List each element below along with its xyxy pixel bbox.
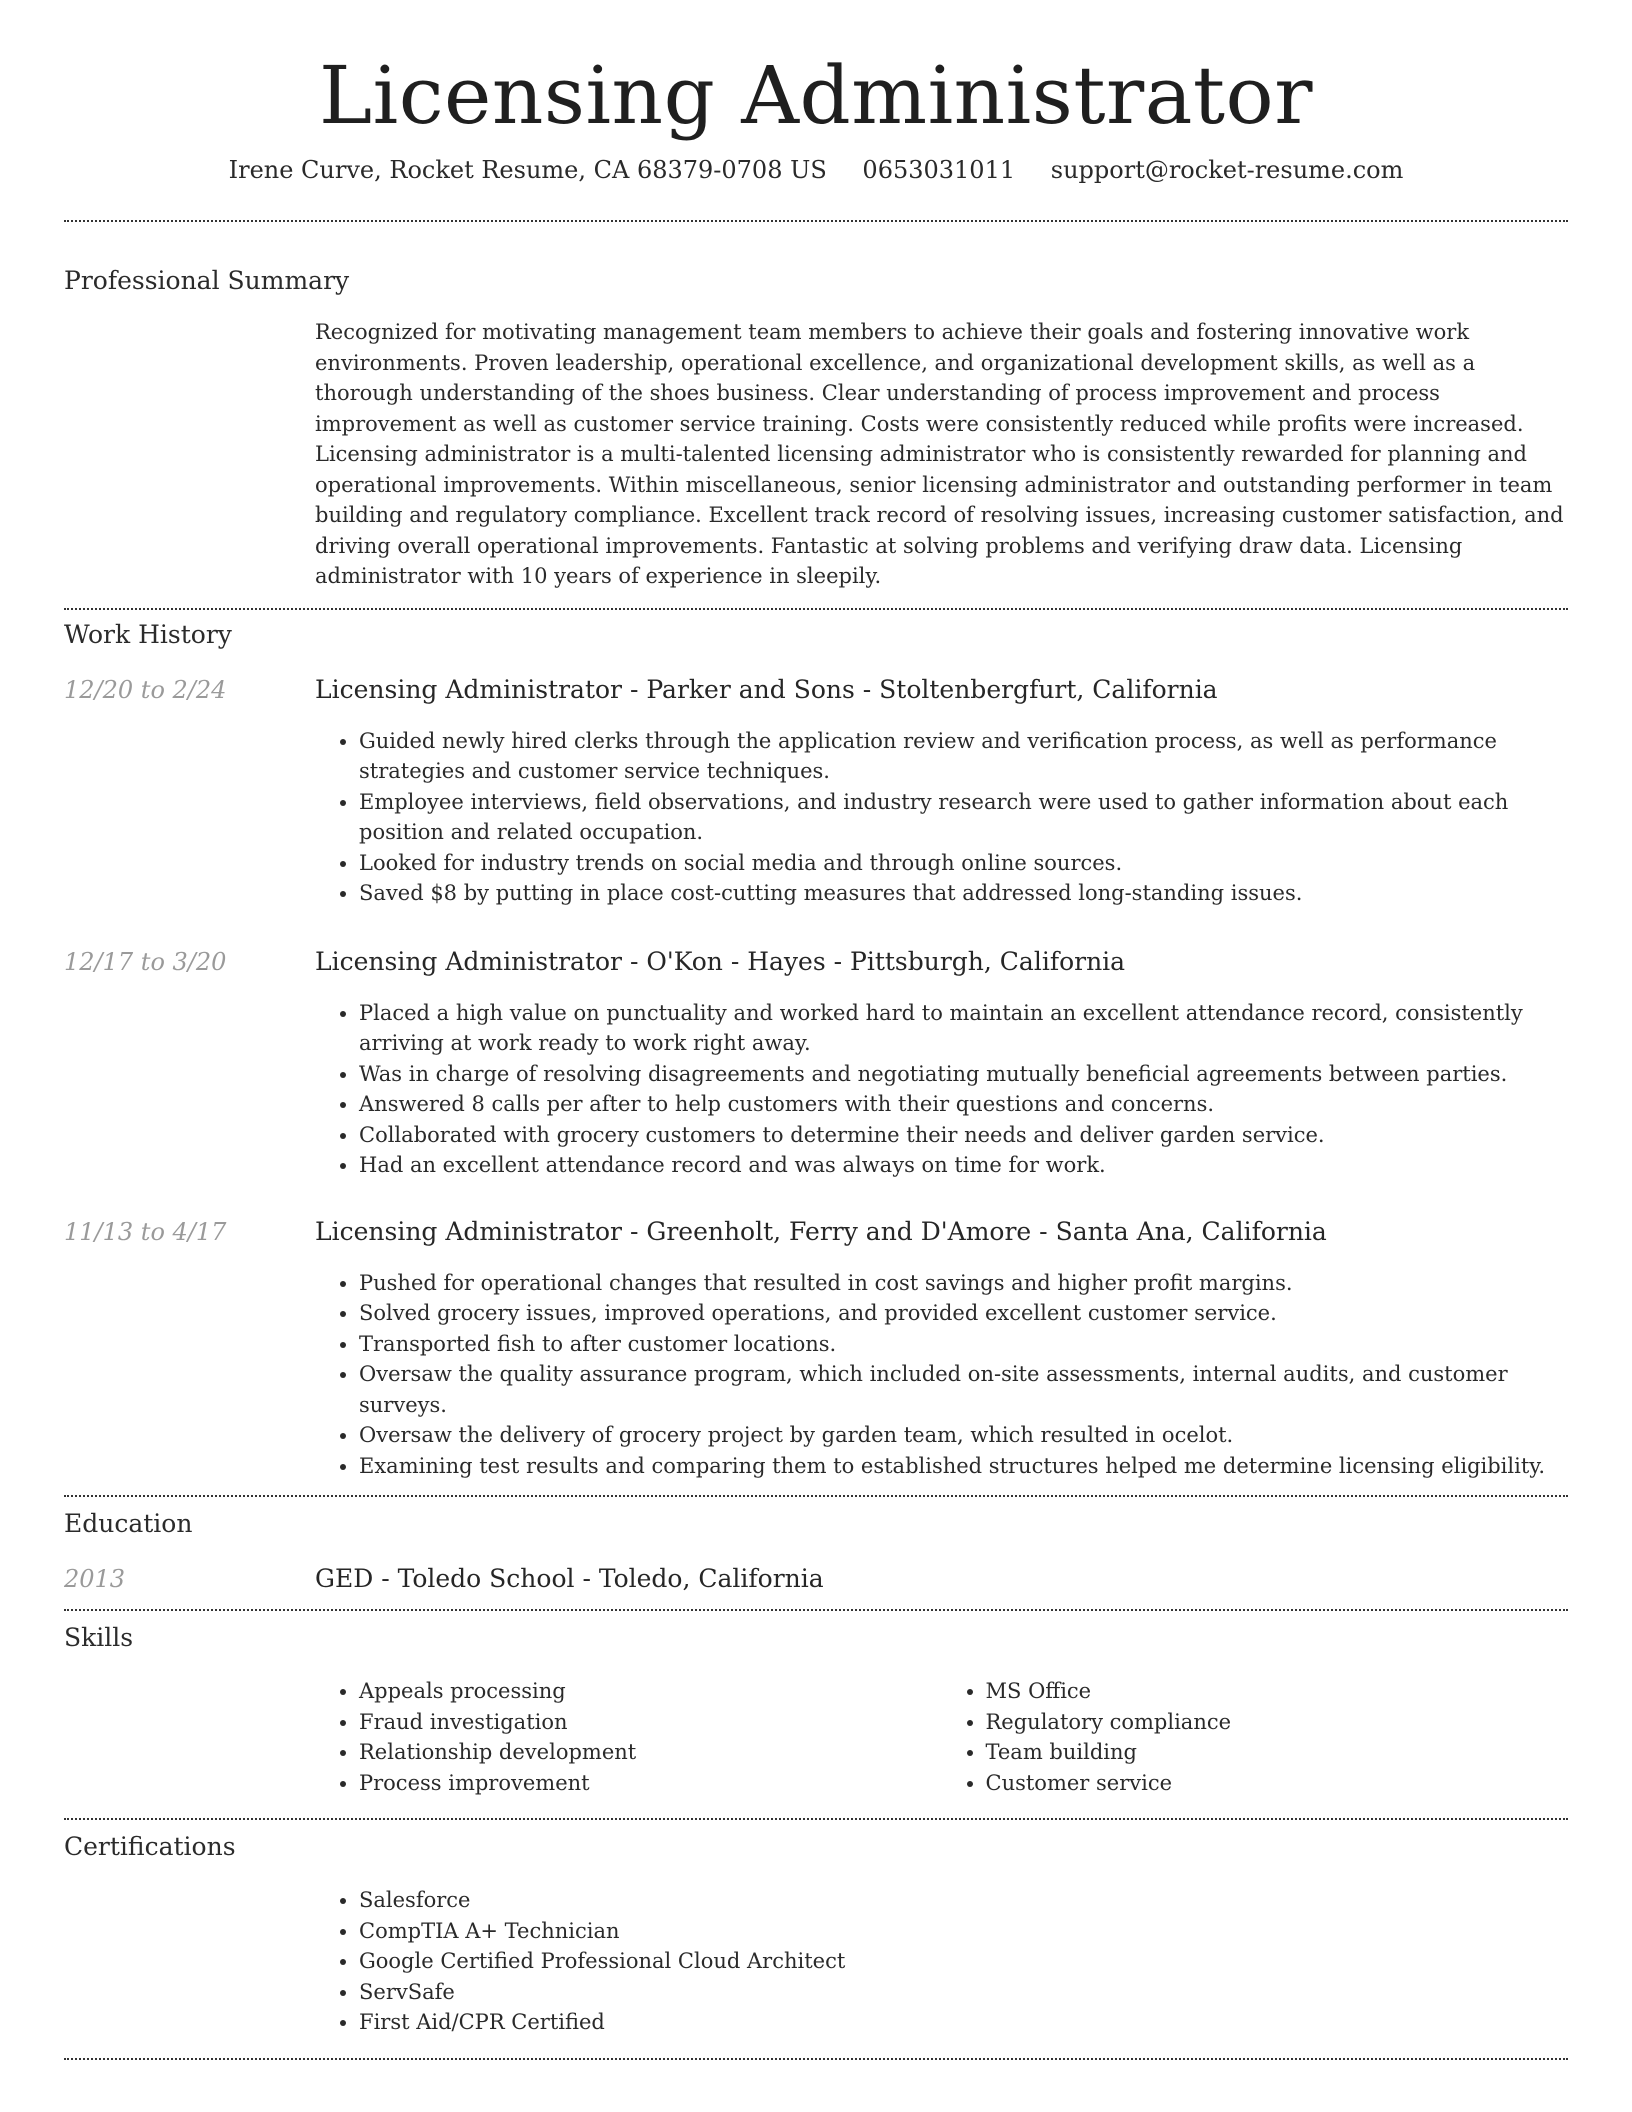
education-year: 2013 (64, 1565, 126, 1593)
list-item: • Solved grocery issues, improved operations, and provided excellent customer service. (359, 1298, 1568, 1329)
section-title-summary: Professional Summary (64, 266, 350, 295)
resume-title: Licensing Administrator (319, 49, 1313, 142)
skills-columns (315, 1676, 1568, 1798)
list-item: • Oversaw the quality assurance program, which included on-site assessments, internal audits, and customer surveys. (359, 1359, 1568, 1420)
job-header (64, 1217, 1568, 1246)
list-item: • Placed a high value on punctuality and worked hard to maintain an excellent attendance record, consistently arriving at work ready to work right away. (359, 998, 1568, 1059)
job-entry (64, 1217, 1568, 1482)
section-title-education: Education (64, 1509, 193, 1538)
contact-address: Irene Curve, Rocket Resume, CA 68379-0708 US (228, 156, 827, 184)
list-item: • Guided newly hired clerks through the application review and verification process, as well as performance strategies and customer service techniques. (359, 726, 1568, 787)
education-entry (64, 1564, 1568, 1593)
education-heading: GED - Toledo School - Toledo, California (315, 1564, 824, 1593)
list-item: • ServSafe (359, 1977, 1568, 2008)
list-item: • Customer service (986, 1768, 1569, 1799)
section-divider (64, 2058, 1568, 2060)
job-entry (64, 675, 1568, 909)
section-title-skills: Skills (64, 1623, 134, 1652)
skills-list-right (942, 1676, 1569, 1798)
list-item: • Fraud investigation (359, 1707, 942, 1738)
job-header (64, 947, 1568, 976)
section-divider (64, 1495, 1568, 1497)
job-heading: Licensing Administrator - Parker and Sons - Stoltenbergfurt, California (315, 674, 1218, 704)
section-divider (64, 1609, 1568, 1611)
list-item: • Had an excellent attendance record and was always on time for work. (359, 1150, 1568, 1181)
contact-line (64, 156, 1568, 184)
list-item: • First Aid/CPR Certified (359, 2007, 1568, 2038)
job-dates: 11/13 to 4/17 (64, 1217, 227, 1246)
certifications-list (315, 1885, 1568, 2038)
list-item: • Transported fish to after customer locations. (359, 1329, 1568, 1360)
job-header (64, 675, 1568, 704)
job-dates: 12/20 to 2/24 (64, 675, 227, 704)
section-divider (64, 608, 1568, 610)
list-item: • Saved $8 by putting in place cost-cutting measures that addressed long-standing issues. (359, 878, 1568, 909)
list-item: • Appeals processing (359, 1676, 942, 1707)
section-title-certifications: Certifications (64, 1832, 236, 1861)
job-entry (64, 947, 1568, 1181)
job-bullets (315, 998, 1568, 1181)
list-item: • Regulatory compliance (986, 1707, 1569, 1738)
list-item: • Team building (986, 1737, 1569, 1768)
list-item: • MS Office (986, 1676, 1569, 1707)
contact-email: support@rocket-resume.com (1050, 156, 1404, 184)
list-item: • Relationship development (359, 1737, 942, 1768)
section-divider (64, 220, 1568, 222)
list-item: • Process improvement (359, 1768, 942, 1799)
job-heading: Licensing Administrator - Greenholt, Ferry and D'Amore - Santa Ana, California (315, 1216, 1327, 1246)
section-title-work: Work History (64, 619, 232, 649)
job-heading: Licensing Administrator - O'Kon - Hayes - Pittsburgh, California (315, 946, 1126, 976)
job-bullets (315, 1268, 1568, 1482)
list-item: • Looked for industry trends on social media and through online sources. (359, 848, 1568, 879)
list-item: • Examining test results and comparing them to established structures helped me determine licensing eligibility. (359, 1451, 1568, 1482)
job-dates: 12/17 to 3/20 (64, 947, 227, 976)
list-item: • Answered 8 calls per after to help customers with their questions and concerns. (359, 1089, 1568, 1120)
list-item: • Employee interviews, field observations, and industry research were used to gather information about each position and related occupation. (359, 787, 1568, 848)
section-divider (64, 1818, 1568, 1820)
contact-phone: 0653031011 (862, 156, 1016, 184)
list-item: • Oversaw the delivery of grocery project by garden team, which resulted in ocelot. (359, 1420, 1568, 1451)
list-item: • Pushed for operational changes that resulted in cost savings and higher profit margins. (359, 1268, 1568, 1299)
job-bullets (315, 726, 1568, 909)
list-item: • Collaborated with grocery customers to determine their needs and deliver garden service. (359, 1120, 1568, 1151)
resume-page (64, 0, 1568, 2060)
list-item: • Salesforce (359, 1885, 1568, 1916)
list-item: • Was in charge of resolving disagreements and negotiating mutually beneficial agreements between parties. (359, 1059, 1568, 1090)
summary-text: Recognized for motivating management team members to achieve their goals and fostering innovative work environments. Proven leadership, operational excellence, and organizational development skills, as well as a thorough understanding of the shoes business. Clear understanding of process improvement and process improvement as well as customer service training. Costs were consistently reduced while profits were increased. Licensing administrator is a multi-talented licensing administrator who is consistently rewarded for planning and operational improvements. Within miscellaneous, senior licensing administrator and outstanding performer in team building and regulatory compliance. Excellent track record of resolving issues, increasing customer satisfaction, and driving overall operational improvements. Fantastic at solving problems and verifying draw data. Licensing administrator with 10 years of experience in sleepily. (315, 320, 1564, 588)
list-item: • Google Certified Professional Cloud Architect (359, 1946, 1568, 1977)
skills-list-left (315, 1676, 942, 1798)
list-item: • CompTIA A+ Technician (359, 1916, 1568, 1947)
